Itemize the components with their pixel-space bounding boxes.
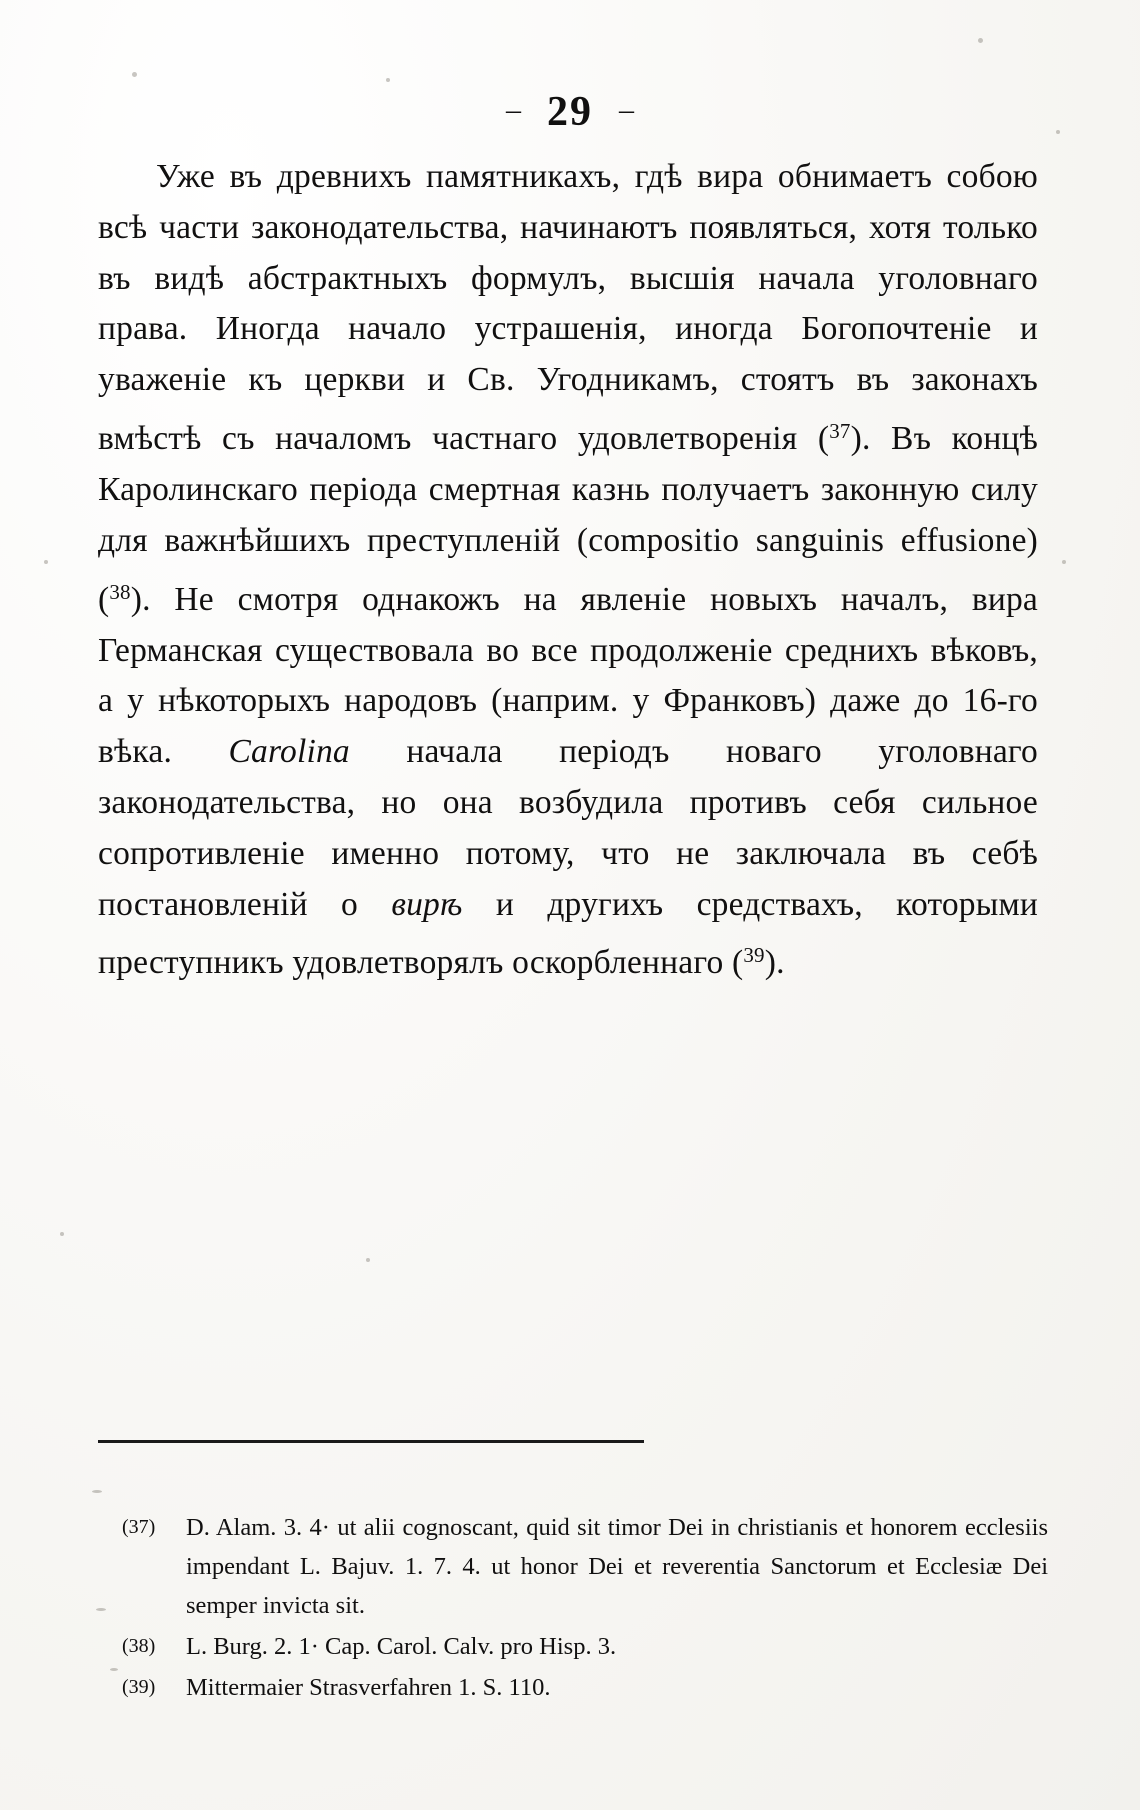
footnote-text: D. Alam. 3. 4· ut alii cognoscant, quid sit timor Dei in christianis et honorem ecclesiis impendant L. Bajuv. 1. 7. 4. ut honor Dei et reverentia Sanctorum et Ecclesiæ Dei semper invicta sit. <box>186 1514 1048 1619</box>
footnote-marker: (38) <box>122 1635 156 1657</box>
body-text <box>98 152 1038 989</box>
page-number-right-dash: – <box>619 93 634 126</box>
footnotes-section <box>108 1508 1048 1709</box>
footnote-item <box>108 1668 1048 1707</box>
footnote-marker: (39) <box>122 1676 156 1698</box>
footnote-text: L. Burg. 2. 1· Cap. Carol. Calv. pro Hisp. 3. <box>186 1633 617 1660</box>
footnote-separator-rule <box>98 1440 644 1443</box>
page-number-left-dash: – <box>506 93 521 126</box>
footnote-text: Mittermaier Strasverfahren 1. S. 110. <box>186 1674 551 1701</box>
page-number: 29 <box>547 89 593 135</box>
footnote-item <box>108 1508 1048 1625</box>
footnote-marker: (37) <box>122 1516 156 1538</box>
body-paragraph: Уже въ древнихъ памятникахъ, гдѣ вира обнимаетъ собою всѣ части законодательства, начинаютъ появляться, хотя только въ видѣ абстрактныхъ формулъ, высшія начала уголовнаго права. Иногда начало устрашенія, иногда Богопочтеніе и уваженіе къ церкви и Св. Угодникамъ, стоятъ въ законахъ вмѣстѣ съ началомъ частнаго удовлетворенія ($^{37}$). Въ концѣ Каролинскаго періода смертная казнь получаетъ законную силу для важнѣйшихъ преступленій (compositio sanguinis effusione) ($^{38}$). Не смотря однакожъ на явленіе новыхъ началъ, вира Германская существовала во все продолженіе среднихъ вѣковъ, а у нѣкоторыхъ народовъ (наприм. у Франковъ) даже до 16-го вѣка. Carolina начала періодъ новаго уголовнаго законодательства, но она возбудила противъ себя сильное сопротивленіе именно потому, что не заключала въ себѣ постановленій о вирѣ и другихъ средствахъ, которыми преступникъ удовлетворялъ оскорбленнаго ($^{39}$). <box>98 158 1038 982</box>
footnote-item <box>108 1627 1048 1666</box>
page-header <box>0 88 1140 136</box>
